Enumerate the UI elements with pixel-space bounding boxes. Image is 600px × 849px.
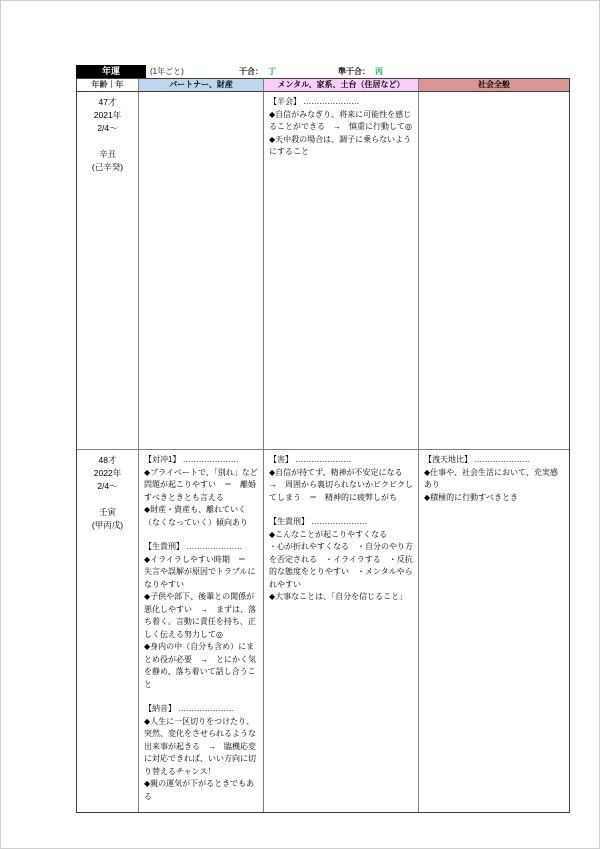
text-line: 2021年 bbox=[93, 110, 122, 120]
title-bar bbox=[76, 65, 568, 78]
text-line: 2/4～ bbox=[97, 123, 118, 133]
text-line: 【対冲1】 ………………… bbox=[144, 455, 239, 464]
text-line: ◆財産・資産も、離れていく（なくなっていく）傾向あり bbox=[144, 505, 248, 527]
report-title: 年運 bbox=[76, 65, 146, 78]
text-line: ◆天中殺の場合は、調子に乗らないようにすること bbox=[269, 134, 412, 156]
kangou-label: 干合： bbox=[239, 67, 263, 76]
column-header-age: 年齢｜年 bbox=[77, 79, 139, 92]
text-line: ・心が折れやすくなる ・自分のやり方を否定される ・イライラする ・反抗的な態度をとりやすい ・メンタルやられやすい bbox=[269, 542, 413, 589]
text-line: ◆プライベートで、「別れ」など問題が起こりやすい ＝ 離婚すべきときとも言える bbox=[144, 467, 258, 502]
text-line: 【洩天地比】 ………………… bbox=[424, 455, 531, 464]
text-line: 47才 bbox=[98, 97, 117, 107]
jun-kangou-value: 丙 bbox=[375, 67, 383, 76]
text-line: ◆親の運気が下がるときでもある bbox=[144, 779, 255, 801]
text-line: ◆積極的に行動すべきとき bbox=[424, 492, 518, 502]
cell-partner-2021 bbox=[139, 92, 264, 450]
report-subtitle: (1年ごと) bbox=[150, 67, 184, 76]
column-header-social: 社会全般 bbox=[419, 79, 569, 92]
text-line: 2022年 bbox=[93, 468, 122, 478]
blank-line bbox=[77, 493, 138, 506]
text-line: ◆子供や部下、後輩との関係が悪化しやすい → まずは、落ち着く。言動に責任を持ち、正しく伝える努力して◎ bbox=[144, 592, 256, 639]
text-line: 壬寅 bbox=[98, 507, 116, 517]
text-line: 【生貴刑】 ………………… bbox=[269, 517, 368, 526]
blank-line bbox=[77, 135, 138, 148]
column-header-partner: パートナー、財産 bbox=[139, 79, 264, 92]
jun-kangou-label: 準干合： bbox=[338, 67, 370, 76]
column-header-mental: メンタル、家系、土台（住居など） bbox=[264, 79, 419, 92]
cell-mental-2021 bbox=[264, 92, 419, 450]
text-line: (甲丙戊) bbox=[91, 520, 124, 530]
text-line: ◆身内の中（自分も含め）にまとめ役が必要 → とにかく気を静め、落ち着いて話し合うこと bbox=[144, 642, 256, 689]
fortune-table bbox=[76, 78, 570, 813]
cell-mental-2022 bbox=[264, 450, 419, 812]
cell-social-2021 bbox=[419, 92, 569, 450]
text-line: 【納音】 ………………… bbox=[144, 704, 235, 713]
cell-social-2022 bbox=[419, 450, 569, 812]
text-line: 【害】 ………………… bbox=[269, 455, 352, 464]
text-line: ◆自信が持てず、精神が不安定になる → 周囲から裏切られないかビクビクしてしまう ＝ 精神的に疲弊しがち bbox=[269, 467, 413, 502]
text-line: 2/4～ bbox=[97, 481, 118, 491]
text-line: ◆イライラしやすい時期 ＝ 失言や誤解が原因でトラブルになりやすい bbox=[144, 554, 256, 589]
text-line: ◆こんなことが起こりやすくなる bbox=[269, 529, 388, 539]
cell-age-year-2021 bbox=[77, 92, 139, 450]
text-line: ◆人生に一区切りをつけたり、突然、変化をさせられるような出来事が起きる → 臨機応変に対応できれば、いい方向に切り替えるチャンス！ bbox=[144, 716, 256, 776]
jun-kangou-field bbox=[338, 65, 383, 78]
text-line: 【生貴刑】 ………………… bbox=[144, 542, 243, 551]
cell-age-year-2022 bbox=[77, 450, 139, 812]
blank-line bbox=[144, 529, 259, 541]
text-line: (己辛癸) bbox=[91, 162, 124, 172]
text-line: ◆大事なことは、「自分を信じること」 bbox=[269, 592, 408, 601]
text-line: 48才 bbox=[98, 455, 117, 465]
text-line: 辛丑 bbox=[98, 149, 116, 159]
kangou-field bbox=[239, 65, 276, 78]
cell-partner-2022 bbox=[139, 450, 264, 812]
blank-line bbox=[144, 691, 259, 703]
text-line: 【半会】 ………………… bbox=[269, 97, 360, 106]
text-line: ◆仕事や、社会生活において、充実感あり bbox=[424, 467, 558, 489]
text-line: ◆自信がみなぎり、将来に可能性を感じることができる → 慎重に行動して◎ bbox=[269, 109, 412, 131]
blank-line bbox=[269, 504, 414, 516]
kangou-value: 丁 bbox=[268, 67, 276, 76]
